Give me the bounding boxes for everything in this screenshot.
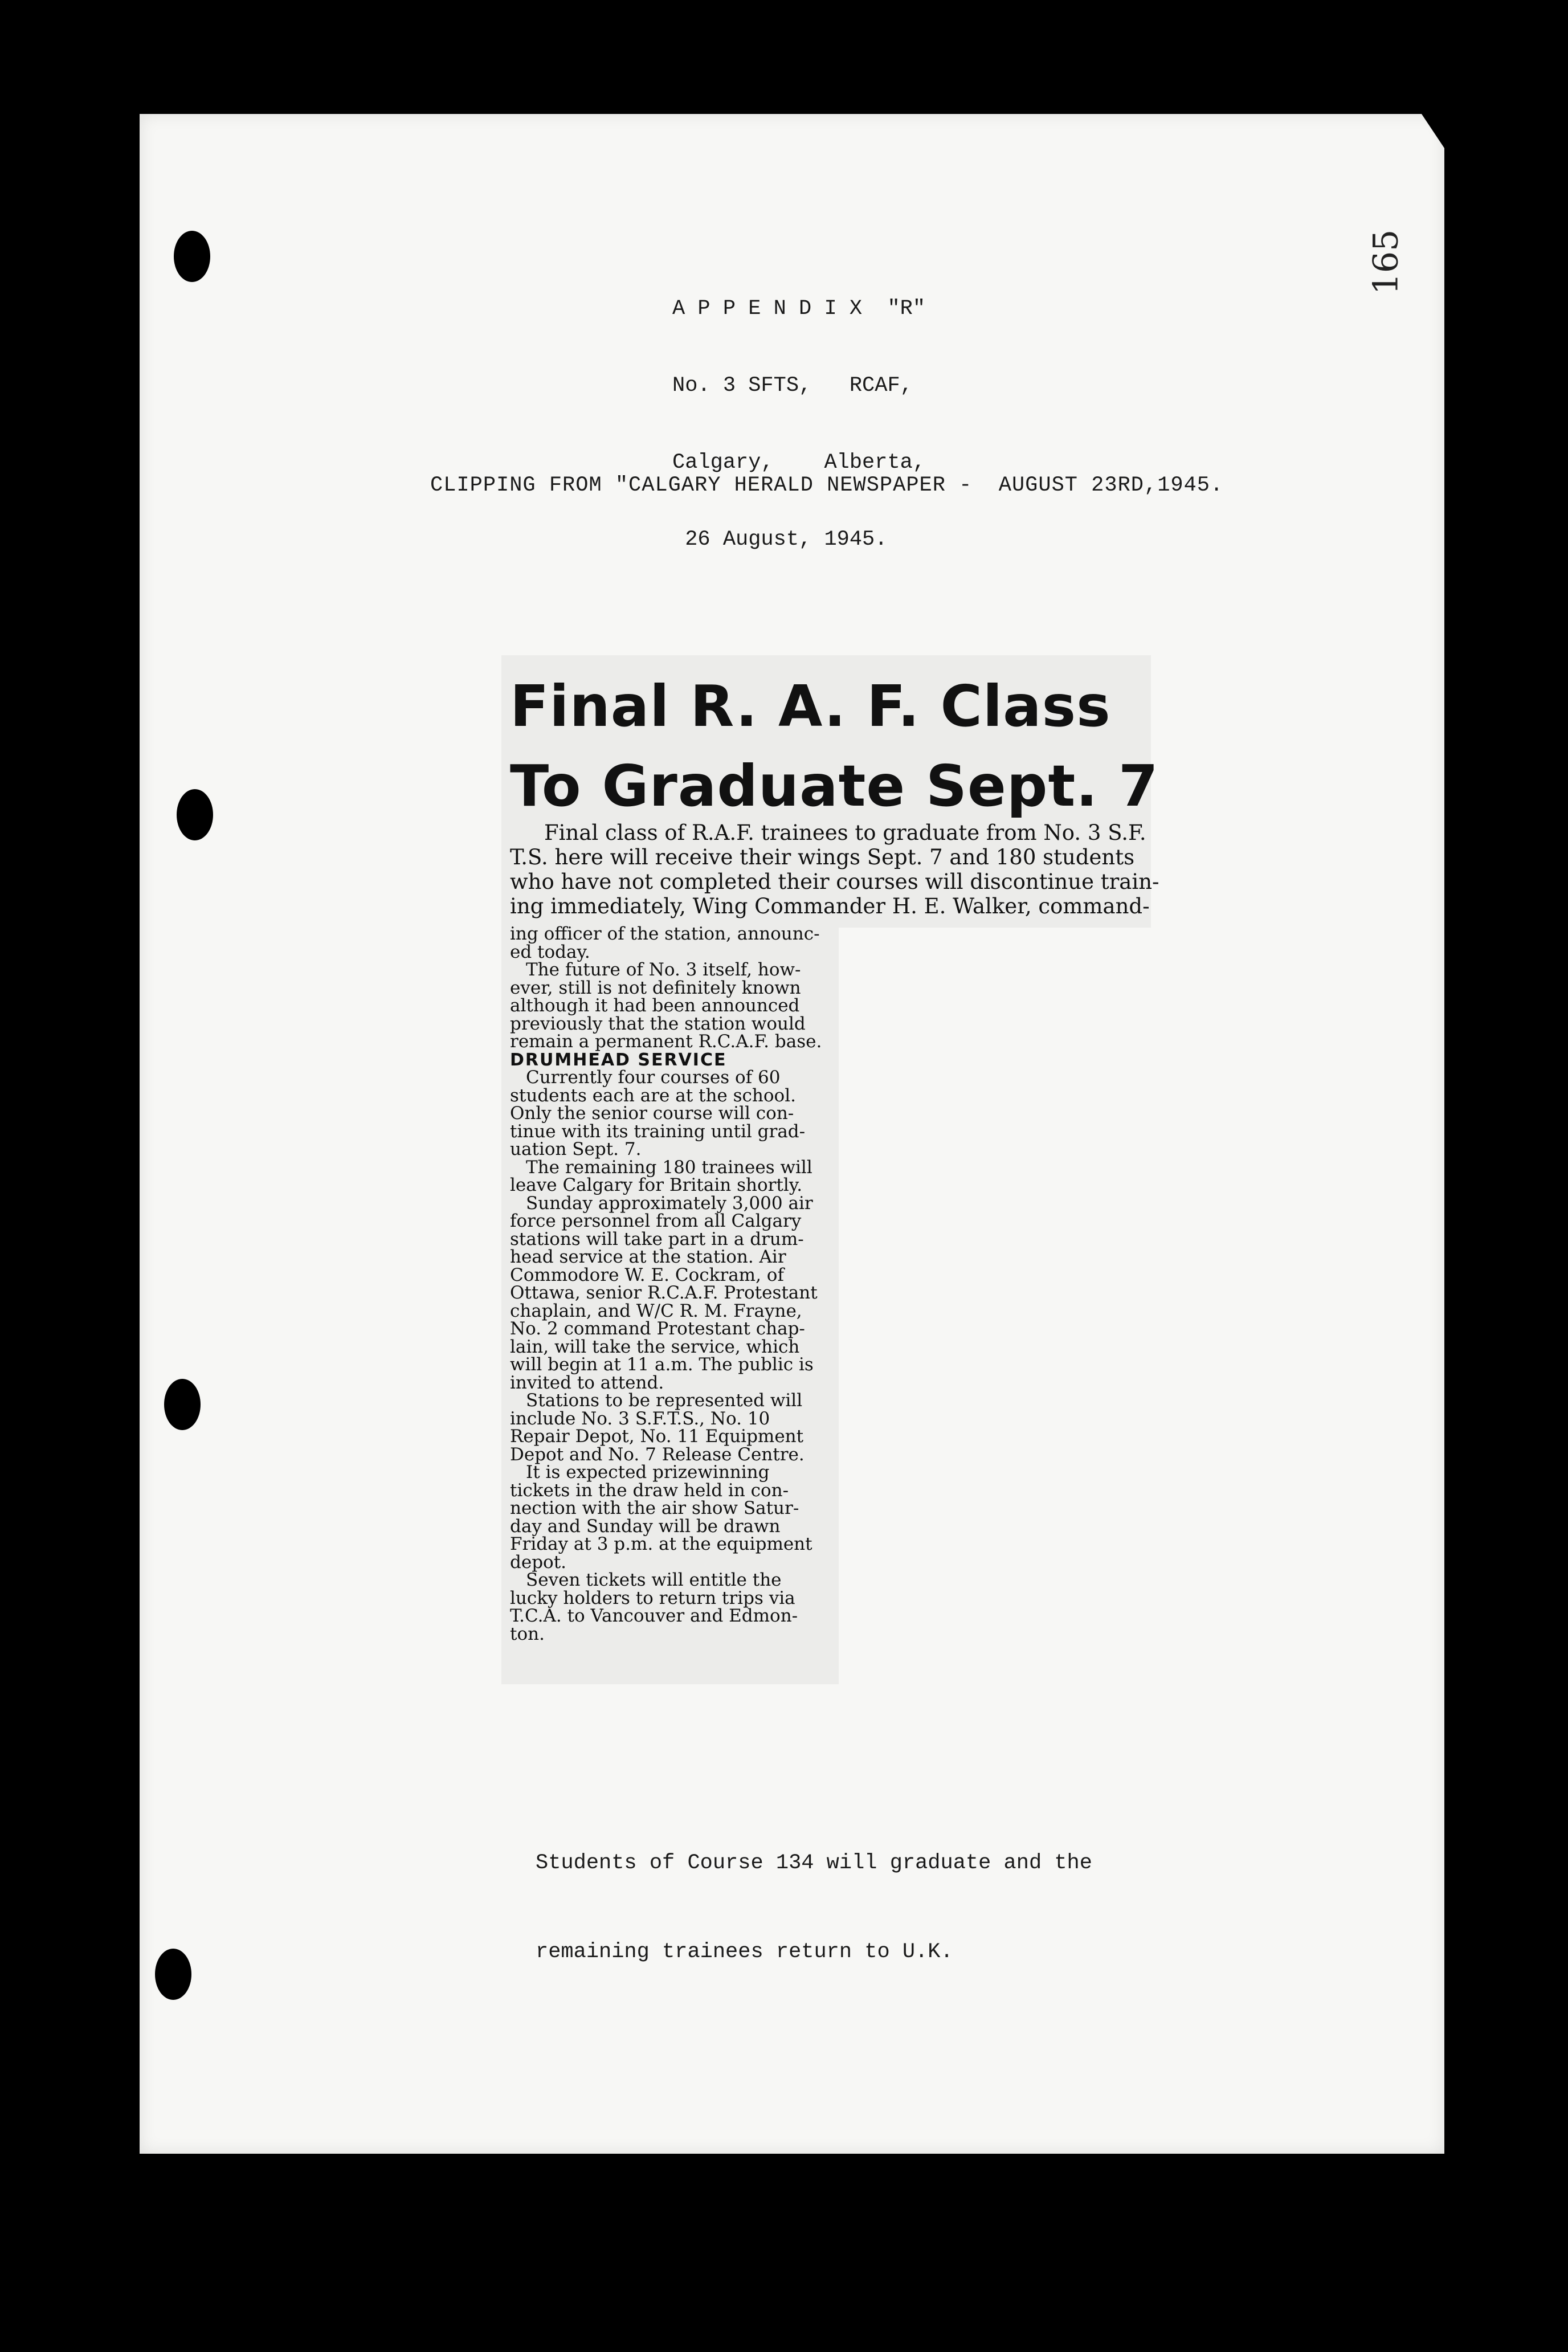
body-line: head service at the station. Air xyxy=(510,1247,786,1267)
article-lead xyxy=(510,820,1159,918)
footer-line-2: remaining trainees return to U.K. xyxy=(536,1940,953,1964)
article-headline xyxy=(510,667,1159,826)
body-line: tinue with its training until grad- xyxy=(510,1121,806,1142)
page-corner xyxy=(1422,114,1444,148)
punch-hole-4 xyxy=(155,1949,191,2000)
body-line: Repair Depot, No. 11 Equipment xyxy=(510,1426,804,1447)
body-line: leave Calgary for Britain shortly. xyxy=(510,1175,803,1195)
body-line: ton. xyxy=(510,1623,545,1644)
headline-line-2: To Graduate Sept. 7 xyxy=(510,753,1159,819)
body-line: Depot and No. 7 Release Centre. xyxy=(510,1444,805,1465)
body-line: force personnel from all Calgary xyxy=(510,1211,802,1231)
body-line: The future of No. 3 itself, how- xyxy=(526,959,801,980)
body-line: invited to attend. xyxy=(510,1372,664,1393)
body-line: Stations to be represented will xyxy=(526,1390,803,1411)
header-line-3: Calgary, Alberta, xyxy=(672,451,926,475)
body-line: T.C.A. to Vancouver and Edmon- xyxy=(510,1606,798,1626)
body-line: although it had been announced xyxy=(510,995,800,1016)
body-line: ever, still is not definitely known xyxy=(510,977,801,998)
body-line: It is expected prizewinning xyxy=(526,1462,770,1483)
body-line: Friday at 3 p.m. at the equipment xyxy=(510,1534,812,1554)
header-line-2: No. 3 SFTS, RCAF, xyxy=(672,374,913,398)
body-line: lucky holders to return trips via xyxy=(510,1587,795,1608)
body-line: Seven tickets will entitle the xyxy=(526,1570,782,1590)
body-line: will begin at 11 a.m. The public is xyxy=(510,1354,814,1375)
body-line: remain a permanent R.C.A.F. base. xyxy=(510,1031,822,1052)
header-line-4: 26 August, 1945. xyxy=(672,528,888,552)
body-line: include No. 3 S.F.T.S., No. 10 xyxy=(510,1408,770,1429)
body-line: Ottawa, senior R.C.A.F. Protestant xyxy=(510,1283,818,1303)
body-line: nection with the air show Satur- xyxy=(510,1498,799,1518)
body-line: ed today. xyxy=(510,941,590,962)
body-line: The remaining 180 trainees will xyxy=(526,1157,812,1178)
body-line: Only the senior course will con- xyxy=(510,1103,794,1124)
body-line: previously that the station would xyxy=(510,1013,806,1034)
body-line: tickets in the draw held in con- xyxy=(510,1480,789,1501)
body-line: day and Sunday will be drawn xyxy=(510,1516,781,1537)
article-body-column xyxy=(510,925,835,1643)
body-line: chaplain, and W/C R. M. Frayne, xyxy=(510,1300,802,1321)
body-line: students each are at the school. xyxy=(510,1085,796,1106)
body-line: lain, will take the service, which xyxy=(510,1336,800,1357)
footer-line-1: Students of Course 134 will graduate and the xyxy=(536,1851,1092,1875)
clipping-caption: CLIPPING FROM "CALGARY HERALD NEWSPAPER - AUGUST 23RD,1945. xyxy=(430,473,1224,497)
body-line: uation Sept. 7. xyxy=(510,1139,642,1159)
appendix-header xyxy=(672,245,925,578)
body-line: ing officer of the station, announc- xyxy=(510,924,820,944)
lead-line: ing immediately, Wing Commander H. E. Walker, command- xyxy=(510,894,1150,918)
body-line: Currently four courses of 60 xyxy=(526,1067,781,1088)
lead-line: who have not completed their courses will discontinue train- xyxy=(510,869,1159,894)
body-line: stations will take part in a drum- xyxy=(510,1228,804,1250)
body-line: Sunday approximately 3,000 air xyxy=(526,1193,813,1214)
punch-hole-1 xyxy=(174,231,210,282)
section-subhead: DRUMHEAD SERVICE xyxy=(510,1050,727,1070)
handwritten-page-number: 165 xyxy=(1366,229,1406,295)
header-line-1: A P P E N D I X "R" xyxy=(672,297,926,321)
body-line: Commodore W. E. Cockram, of xyxy=(510,1264,784,1285)
headline-line-1: Final R. A. F. Class xyxy=(510,673,1111,740)
punch-hole-3 xyxy=(164,1379,201,1430)
footer-note xyxy=(536,1789,1092,1996)
body-line: No. 2 command Protestant chap- xyxy=(510,1318,805,1339)
lead-line: T.S. here will receive their wings Sept. 7 and 180 students xyxy=(510,845,1135,869)
punch-hole-2 xyxy=(177,789,213,840)
lead-line: Final class of R.A.F. trainees to graduate from No. 3 S.F. xyxy=(544,820,1146,845)
body-line: depot. xyxy=(510,1551,567,1573)
